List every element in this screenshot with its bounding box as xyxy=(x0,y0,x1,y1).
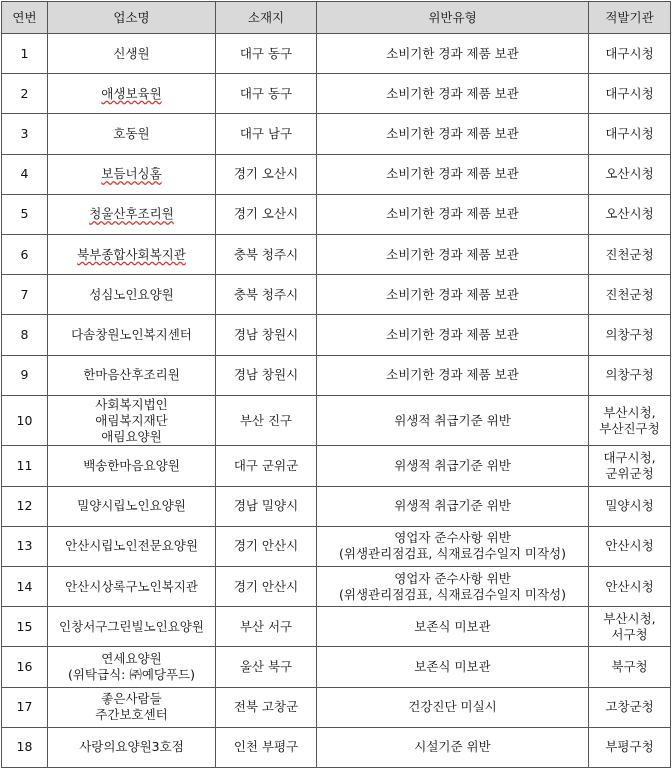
table-row xyxy=(2,526,671,566)
table-row xyxy=(2,566,671,606)
agency-cell: 부평구청 xyxy=(589,727,671,767)
header-agency: 적발기관 xyxy=(589,2,671,34)
violation-type-cell: 소비기한 경과 제품 보관 xyxy=(317,154,589,194)
table-row xyxy=(2,315,671,355)
location-cell: 충북 청주시 xyxy=(216,275,317,315)
business-name-cell: 호동원 xyxy=(48,114,216,154)
location-cell: 경기 오산시 xyxy=(216,154,317,194)
violation-type-cell: 소비기한 경과 제품 보관 xyxy=(317,194,589,234)
business-name-cell: 안산시립노인전문요양원 xyxy=(48,526,216,566)
business-name-cell: 밀양시립노인요양원 xyxy=(48,486,216,526)
location-cell: 대구 남구 xyxy=(216,114,317,154)
location-cell: 경기 오산시 xyxy=(216,194,317,234)
row-number-cell: 3 xyxy=(2,114,48,154)
business-name-cell: 연세요양원 (위탁급식: ㈜예당푸드) xyxy=(48,647,216,687)
violation-type-cell: 소비기한 경과 제품 보관 xyxy=(317,235,589,275)
location-cell: 전북 고창군 xyxy=(216,687,317,727)
location-cell: 경남 밀양시 xyxy=(216,486,317,526)
agency-cell: 오산시청 xyxy=(589,154,671,194)
violation-type-cell: 위생적 취급기준 위반 xyxy=(317,486,589,526)
location-cell: 경남 창원시 xyxy=(216,315,317,355)
table-row xyxy=(2,607,671,647)
location-cell: 인천 부평구 xyxy=(216,727,317,767)
violation-type-cell: 건강진단 미실시 xyxy=(317,687,589,727)
business-name-cell: 북부종합사회복지관 xyxy=(48,235,216,275)
header-violation-type: 위반유형 xyxy=(317,2,589,34)
agency-cell: 고창군청 xyxy=(589,687,671,727)
business-name-cell: 애생보육원 xyxy=(48,74,216,114)
location-cell: 경기 안산시 xyxy=(216,526,317,566)
business-name-cell: 신생원 xyxy=(48,34,216,74)
row-number-cell: 17 xyxy=(2,687,48,727)
table-body xyxy=(2,34,671,768)
business-name-cell: 청울산후조리원 xyxy=(48,194,216,234)
table-row xyxy=(2,114,671,154)
location-cell: 대구 동구 xyxy=(216,74,317,114)
business-name-cell: 성심노인요양원 xyxy=(48,275,216,315)
row-number-cell: 12 xyxy=(2,486,48,526)
table-row xyxy=(2,355,671,395)
business-name-cell: 사회복지법인 애림복지재단 애림요양원 xyxy=(48,395,216,446)
location-cell: 경남 창원시 xyxy=(216,355,317,395)
location-cell: 경기 안산시 xyxy=(216,566,317,606)
row-number-cell: 11 xyxy=(2,446,48,486)
header-no: 연번 xyxy=(2,2,48,34)
row-number-cell: 18 xyxy=(2,727,48,767)
row-number-cell: 1 xyxy=(2,34,48,74)
row-number-cell: 14 xyxy=(2,566,48,606)
row-number-cell: 10 xyxy=(2,395,48,446)
violation-type-cell: 소비기한 경과 제품 보관 xyxy=(317,275,589,315)
row-number-cell: 2 xyxy=(2,74,48,114)
agency-cell: 대구시청, 군위군청 xyxy=(589,446,671,486)
violation-type-cell: 영업자 준수사항 위반 (위생관리점검표, 식재료검수일지 미작성) xyxy=(317,526,589,566)
row-number-cell: 8 xyxy=(2,315,48,355)
violation-type-cell: 시설기준 위반 xyxy=(317,727,589,767)
agency-cell: 오산시청 xyxy=(589,194,671,234)
table-row xyxy=(2,727,671,767)
location-cell: 대구 동구 xyxy=(216,34,317,74)
table-row xyxy=(2,395,671,446)
location-cell: 울산 북구 xyxy=(216,647,317,687)
table-row xyxy=(2,486,671,526)
agency-cell: 진천군청 xyxy=(589,275,671,315)
table-row xyxy=(2,687,671,727)
agency-cell: 밀양시청 xyxy=(589,486,671,526)
business-name-cell: 다솜창원노인복지센터 xyxy=(48,315,216,355)
row-number-cell: 4 xyxy=(2,154,48,194)
row-number-cell: 7 xyxy=(2,275,48,315)
violation-type-cell: 소비기한 경과 제품 보관 xyxy=(317,114,589,154)
agency-cell: 부산시청, 서구청 xyxy=(589,607,671,647)
location-cell: 대구 군위군 xyxy=(216,446,317,486)
agency-cell: 안산시청 xyxy=(589,526,671,566)
agency-cell: 북구청 xyxy=(589,647,671,687)
violation-type-cell: 소비기한 경과 제품 보관 xyxy=(317,355,589,395)
location-cell: 부산 진구 xyxy=(216,395,317,446)
table-row xyxy=(2,154,671,194)
violation-type-cell: 소비기한 경과 제품 보관 xyxy=(317,74,589,114)
row-number-cell: 13 xyxy=(2,526,48,566)
violation-type-cell: 보존식 미보관 xyxy=(317,647,589,687)
table-row xyxy=(2,446,671,486)
agency-cell: 안산시청 xyxy=(589,566,671,606)
table-row xyxy=(2,194,671,234)
row-number-cell: 16 xyxy=(2,647,48,687)
violation-type-cell: 위생적 취급기준 위반 xyxy=(317,446,589,486)
agency-cell: 부산시청, 부산진구청 xyxy=(589,395,671,446)
row-number-cell: 6 xyxy=(2,235,48,275)
agency-cell: 대구시청 xyxy=(589,114,671,154)
business-name-cell: 인창서구그린빌노인요양원 xyxy=(48,607,216,647)
row-number-cell: 15 xyxy=(2,607,48,647)
agency-cell: 진천군청 xyxy=(589,235,671,275)
header-business-name: 업소명 xyxy=(48,2,216,34)
business-name-cell: 좋은사람들 주간보호센터 xyxy=(48,687,216,727)
violation-type-cell: 영업자 준수사항 위반 (위생관리점검표, 식재료검수일지 미작성) xyxy=(317,566,589,606)
business-name-cell: 한마음산후조리원 xyxy=(48,355,216,395)
violation-type-cell: 위생적 취급기준 위반 xyxy=(317,395,589,446)
table-row xyxy=(2,74,671,114)
violation-type-cell: 소비기한 경과 제품 보관 xyxy=(317,34,589,74)
row-number-cell: 9 xyxy=(2,355,48,395)
violations-table xyxy=(1,1,671,768)
violation-type-cell: 소비기한 경과 제품 보관 xyxy=(317,315,589,355)
table-row xyxy=(2,275,671,315)
agency-cell: 대구시청 xyxy=(589,34,671,74)
row-number-cell: 5 xyxy=(2,194,48,234)
location-cell: 충북 청주시 xyxy=(216,235,317,275)
business-name-cell: 사랑의요양원3호점 xyxy=(48,727,216,767)
header-row xyxy=(2,2,671,34)
table-row xyxy=(2,235,671,275)
table-row xyxy=(2,34,671,74)
agency-cell: 의창구청 xyxy=(589,315,671,355)
location-cell: 부산 서구 xyxy=(216,607,317,647)
business-name-cell: 보듬너싱홈 xyxy=(48,154,216,194)
header-location: 소재지 xyxy=(216,2,317,34)
violation-type-cell: 보존식 미보관 xyxy=(317,607,589,647)
agency-cell: 대구시청 xyxy=(589,74,671,114)
business-name-cell: 안산시상록구노인복지관 xyxy=(48,566,216,606)
agency-cell: 의창구청 xyxy=(589,355,671,395)
table-row xyxy=(2,647,671,687)
business-name-cell: 백송한마음요양원 xyxy=(48,446,216,486)
